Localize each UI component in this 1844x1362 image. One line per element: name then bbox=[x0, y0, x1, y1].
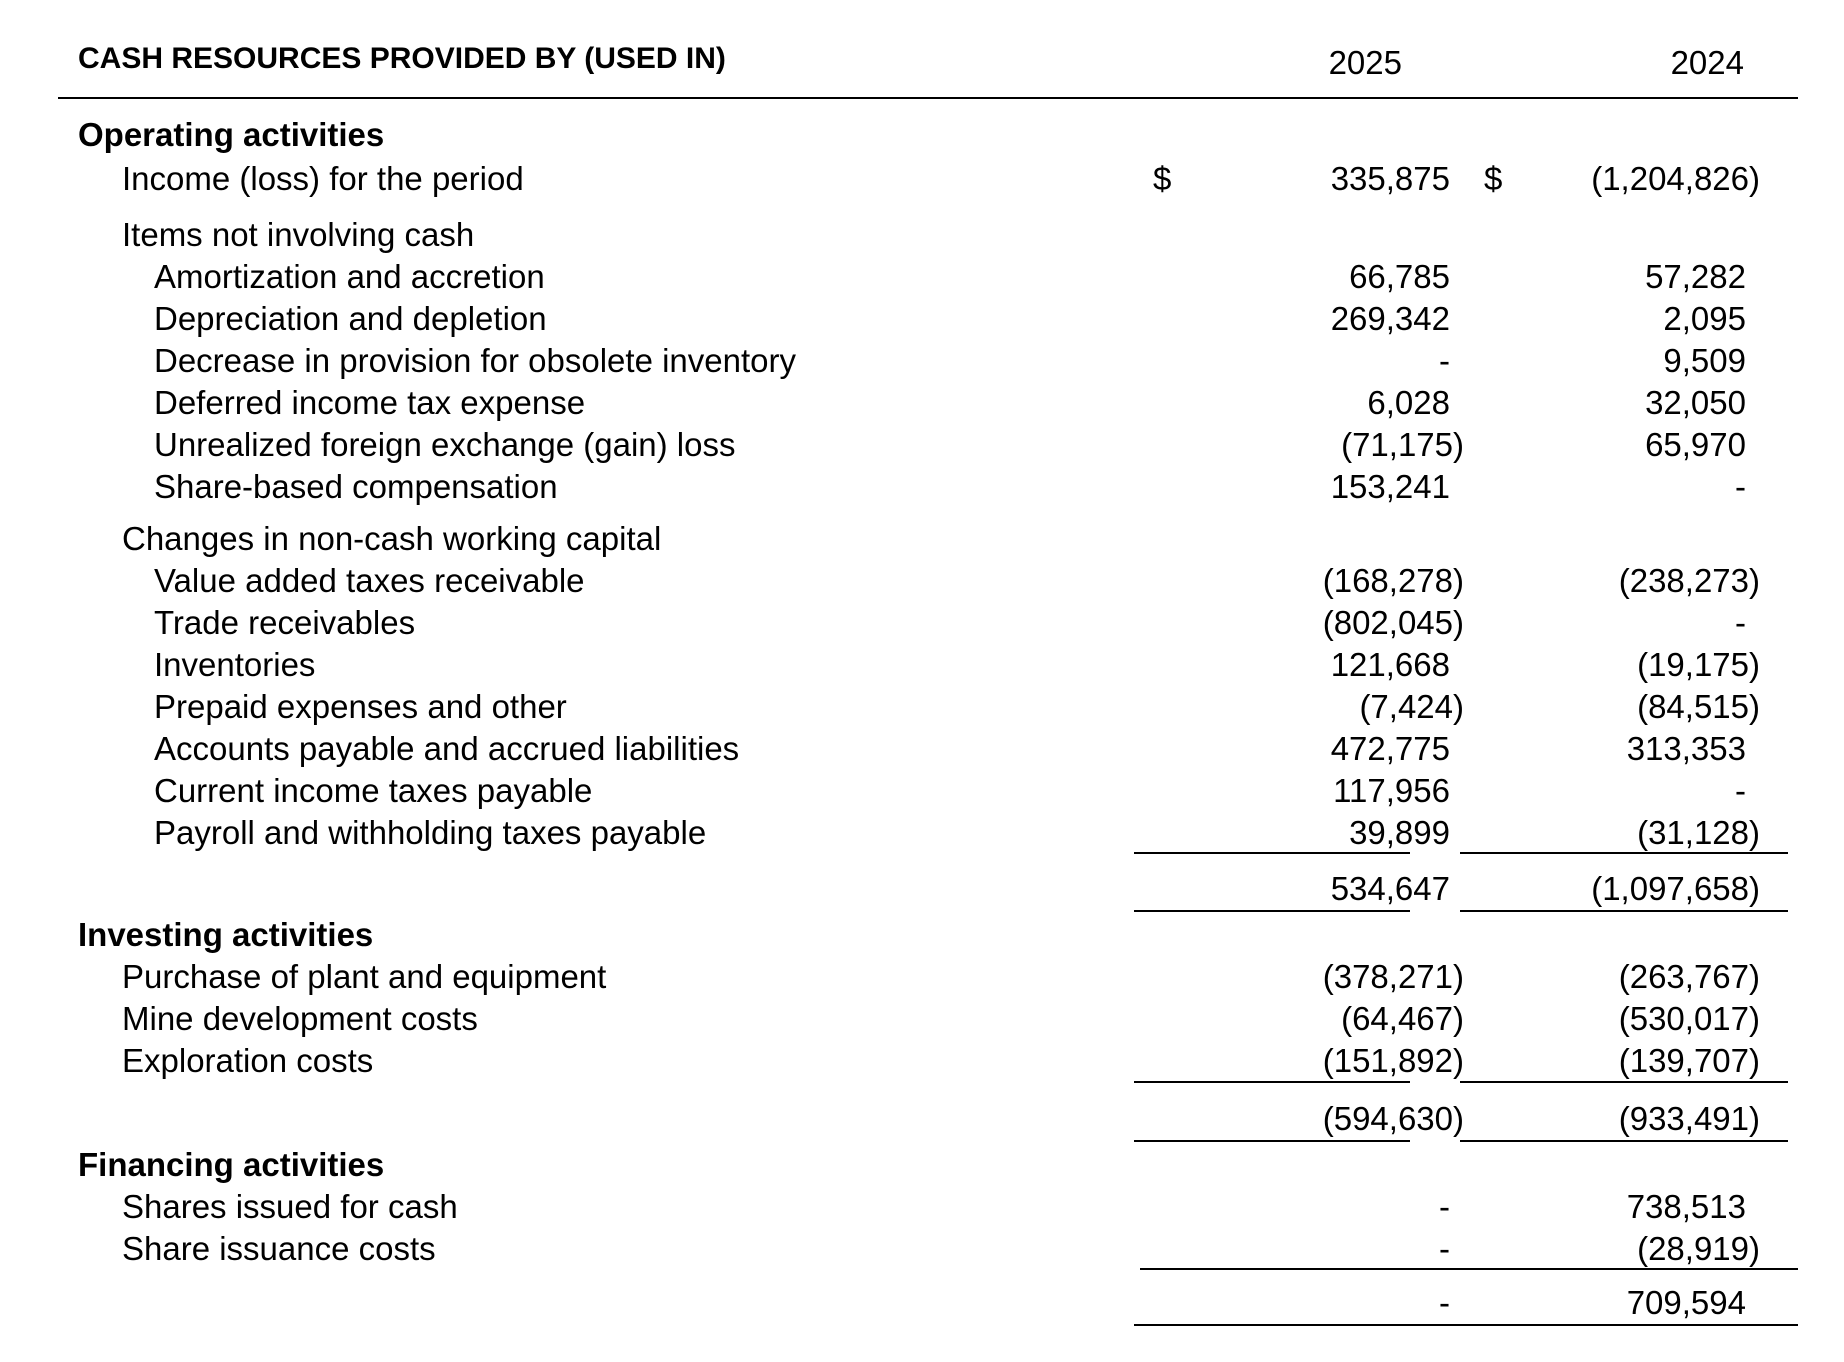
value-text: 121,668 bbox=[1330, 646, 1450, 683]
value-text: (238,273) bbox=[1618, 562, 1760, 599]
row-label: Current income taxes payable bbox=[154, 772, 593, 809]
table-row-prepaid-expenses bbox=[0, 686, 1844, 728]
value-2024 bbox=[1420, 1186, 1760, 1228]
value-2025 bbox=[1100, 686, 1464, 728]
value-text: (594,630) bbox=[1322, 1100, 1464, 1137]
value-text: (31,128) bbox=[1637, 814, 1760, 851]
value-text: 2,095 bbox=[1663, 300, 1746, 337]
table-row-current-income-taxes-payable bbox=[0, 770, 1844, 812]
value-2024 bbox=[1420, 340, 1760, 382]
value-2024 bbox=[1420, 770, 1760, 812]
value-text: (151,892) bbox=[1322, 1042, 1464, 1079]
value-2025 bbox=[1100, 602, 1464, 644]
value-2024 bbox=[1420, 256, 1760, 298]
value-text: 66,785 bbox=[1349, 258, 1450, 295]
value-2024 bbox=[1420, 868, 1760, 910]
total-rule-2024 bbox=[1460, 1140, 1788, 1142]
value-2024 bbox=[1420, 686, 1760, 728]
row-label: Value added taxes receivable bbox=[154, 562, 585, 599]
row-label: Amortization and accretion bbox=[154, 258, 545, 295]
row-label: Share-based compensation bbox=[154, 468, 558, 505]
value-text: - bbox=[1439, 1284, 1450, 1321]
table-row-deferred-income-tax-expense bbox=[0, 382, 1844, 424]
table-row-mine-development-costs bbox=[0, 998, 1844, 1040]
column-header-2025: 2025 bbox=[1328, 44, 1402, 81]
total-rule-2025 bbox=[1134, 1140, 1410, 1142]
row-label: Unrealized foreign exchange (gain) loss bbox=[154, 426, 736, 463]
subtotal-rule-2025 bbox=[1134, 852, 1410, 854]
subsection-heading-items-not-involving-cash bbox=[0, 214, 1844, 256]
total-rule-2025 bbox=[1134, 910, 1410, 912]
value-2024 bbox=[1420, 1282, 1760, 1324]
subtotal-rule-2024 bbox=[1460, 852, 1788, 854]
value-text: (139,707) bbox=[1618, 1042, 1760, 1079]
value-text: 709,594 bbox=[1626, 1284, 1746, 1321]
value-2024 bbox=[1420, 1040, 1760, 1082]
value-text: 39,899 bbox=[1349, 814, 1450, 851]
value-text: (19,175) bbox=[1637, 646, 1760, 683]
currency-symbol-2025: $ bbox=[1153, 160, 1172, 197]
table-row-depreciation-depletion bbox=[0, 298, 1844, 340]
table-row-decrease-provision-obsolete-inventory bbox=[0, 340, 1844, 382]
value-2024 bbox=[1420, 1228, 1760, 1270]
table-row-vat-receivable bbox=[0, 560, 1844, 602]
row-label: Income (loss) for the period bbox=[122, 160, 524, 197]
table-row-share-based-compensation bbox=[0, 466, 1844, 508]
value-2024 bbox=[1420, 382, 1760, 424]
row-label: Investing activities bbox=[78, 916, 374, 953]
subsection-heading-changes-working-capital bbox=[0, 518, 1844, 560]
table-row-amortization-accretion bbox=[0, 256, 1844, 298]
table-row-inventories bbox=[0, 644, 1844, 686]
value-2024 bbox=[1420, 560, 1760, 602]
value-text: 534,647 bbox=[1330, 870, 1450, 907]
value-text: 153,241 bbox=[1330, 468, 1450, 505]
row-label: Trade receivables bbox=[154, 604, 416, 641]
row-label: Shares issued for cash bbox=[122, 1188, 458, 1225]
statement-title: CASH RESOURCES PROVIDED BY (USED IN) bbox=[78, 42, 726, 75]
value-text: (802,045) bbox=[1322, 604, 1464, 641]
row-label: Purchase of plant and equipment bbox=[122, 958, 607, 995]
table-row-purchase-plant-equipment bbox=[0, 956, 1844, 998]
value-2024 bbox=[1420, 728, 1760, 770]
row-label: Deferred income tax expense bbox=[154, 384, 586, 421]
table-row-accounts-payable bbox=[0, 728, 1844, 770]
row-label: Exploration costs bbox=[122, 1042, 374, 1079]
subtotal-rule-2024 bbox=[1460, 1081, 1788, 1083]
row-label: Mine development costs bbox=[122, 1000, 478, 1037]
row-label: Depreciation and depletion bbox=[154, 300, 547, 337]
value-text: (263,767) bbox=[1618, 958, 1760, 995]
total-rule-2024 bbox=[1460, 910, 1788, 912]
value-text: (84,515) bbox=[1637, 688, 1760, 725]
table-row-shares-issued-for-cash bbox=[0, 1186, 1844, 1228]
value-text: (168,278) bbox=[1322, 562, 1464, 599]
value-text: - bbox=[1735, 604, 1746, 641]
value-text: 738,513 bbox=[1626, 1188, 1746, 1225]
table-row-operating-total bbox=[0, 868, 1844, 910]
row-label: Financing activities bbox=[78, 1146, 385, 1183]
value-text: 57,282 bbox=[1645, 258, 1746, 295]
value-2025 bbox=[1100, 298, 1464, 340]
value-2025 bbox=[1100, 256, 1464, 298]
value-text: (28,919) bbox=[1637, 1230, 1760, 1267]
value-text: 9,509 bbox=[1663, 342, 1746, 379]
row-label: Inventories bbox=[154, 646, 316, 683]
value-text: (933,491) bbox=[1618, 1100, 1760, 1137]
value-text: - bbox=[1439, 342, 1450, 379]
value-text: (530,017) bbox=[1618, 1000, 1760, 1037]
value-text: (378,271) bbox=[1322, 958, 1464, 995]
value-text: (64,467) bbox=[1341, 1000, 1464, 1037]
row-label: Changes in non-cash working capital bbox=[122, 520, 662, 557]
value-text: 472,775 bbox=[1330, 730, 1450, 767]
value-2024 bbox=[1420, 812, 1760, 854]
value-text: 313,353 bbox=[1626, 730, 1746, 767]
section-heading-operating bbox=[0, 114, 1844, 156]
value-text: 269,342 bbox=[1330, 300, 1450, 337]
value-2025 bbox=[1100, 812, 1464, 854]
table-row-investing-total bbox=[0, 1098, 1844, 1140]
value-2024 bbox=[1420, 998, 1760, 1040]
table-row-trade-receivables bbox=[0, 602, 1844, 644]
value-2025 bbox=[1100, 1098, 1464, 1140]
table-row-unrealized-fx bbox=[0, 424, 1844, 466]
value-2024 bbox=[1420, 602, 1760, 644]
value-2025 bbox=[1100, 1040, 1464, 1082]
table-row-payroll-withholding-taxes bbox=[0, 812, 1844, 854]
value-text: 32,050 bbox=[1645, 384, 1746, 421]
row-label: Share issuance costs bbox=[122, 1230, 436, 1267]
value-text: - bbox=[1439, 1188, 1450, 1225]
value-2024 bbox=[1420, 466, 1760, 508]
currency-symbol-2024: $ bbox=[1484, 160, 1503, 197]
value-2024 bbox=[1420, 1098, 1760, 1140]
value-2025 bbox=[1100, 644, 1464, 686]
value-text: 65,970 bbox=[1645, 426, 1746, 463]
total-rule-financing bbox=[1134, 1324, 1798, 1326]
column-header-2024: 2024 bbox=[1670, 44, 1744, 81]
row-label: Payroll and withholding taxes payable bbox=[154, 814, 707, 851]
row-label: Accounts payable and accrued liabilities bbox=[154, 730, 740, 767]
subtotal-rule-financing bbox=[1140, 1268, 1798, 1270]
table-row-share-issuance-costs bbox=[0, 1228, 1844, 1270]
value-text: - bbox=[1735, 772, 1746, 809]
value-text: (7,424) bbox=[1359, 688, 1464, 725]
value-2025 bbox=[1100, 340, 1464, 382]
value-2025 bbox=[1100, 868, 1464, 910]
table-row-financing-total bbox=[0, 1282, 1844, 1324]
value-2024 bbox=[1420, 644, 1760, 686]
value-2025 bbox=[1100, 1186, 1464, 1228]
value-2025 bbox=[1100, 424, 1464, 466]
value-text: (1,204,826) bbox=[1591, 160, 1760, 197]
value-text: 6,028 bbox=[1367, 384, 1450, 421]
value-2025 bbox=[1100, 560, 1464, 602]
value-2025 bbox=[1100, 1228, 1464, 1270]
value-2025 bbox=[1100, 382, 1464, 424]
row-label: Items not involving cash bbox=[122, 216, 475, 253]
value-2025 bbox=[1100, 466, 1464, 508]
value-text: 117,956 bbox=[1333, 772, 1450, 809]
header-rule bbox=[58, 97, 1798, 99]
value-2025 bbox=[1100, 728, 1464, 770]
section-heading-investing bbox=[0, 914, 1844, 956]
value-2024 bbox=[1420, 956, 1760, 998]
value-2024 bbox=[1420, 424, 1760, 466]
value-2025 bbox=[1100, 1282, 1464, 1324]
value-2024 bbox=[1420, 158, 1760, 200]
row-label: Decrease in provision for obsolete inventory bbox=[154, 342, 797, 379]
value-text: - bbox=[1439, 1230, 1450, 1267]
table-row-income-loss bbox=[0, 158, 1844, 200]
value-text: 335,875 bbox=[1330, 160, 1450, 197]
value-text: (1,097,658) bbox=[1591, 870, 1760, 907]
value-2025 bbox=[1100, 998, 1464, 1040]
table-row-exploration-costs bbox=[0, 1040, 1844, 1082]
row-label: Prepaid expenses and other bbox=[154, 688, 567, 725]
value-2025 bbox=[1100, 770, 1464, 812]
value-2024 bbox=[1420, 298, 1760, 340]
subtotal-rule-2025 bbox=[1134, 1081, 1410, 1083]
row-label: Operating activities bbox=[78, 116, 385, 153]
value-text: - bbox=[1735, 468, 1746, 505]
value-text: (71,175) bbox=[1341, 426, 1464, 463]
value-2025 bbox=[1100, 158, 1464, 200]
value-2025 bbox=[1100, 956, 1464, 998]
section-heading-financing bbox=[0, 1144, 1844, 1186]
